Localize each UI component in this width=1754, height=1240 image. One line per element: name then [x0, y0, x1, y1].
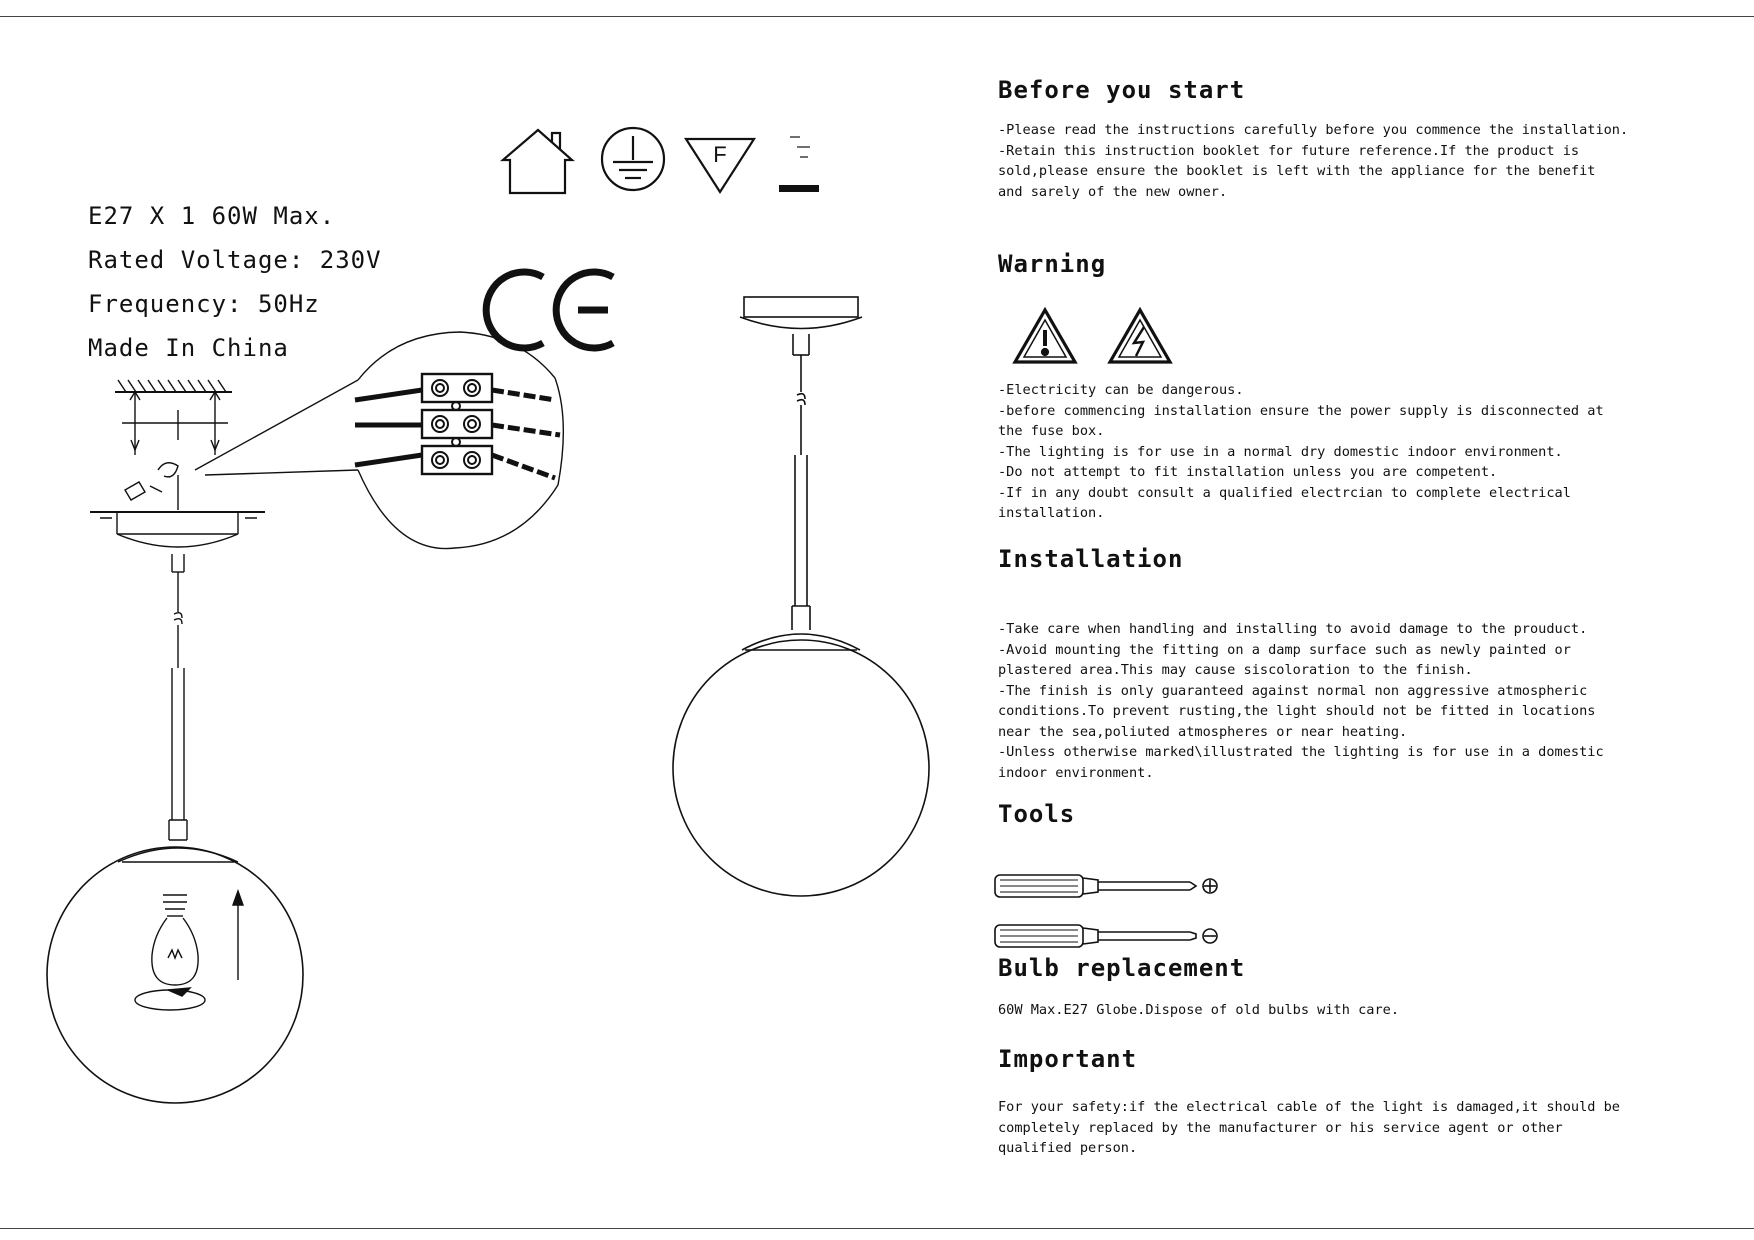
f-mark-label: F	[713, 142, 727, 167]
section-title: Warning	[998, 250, 1107, 278]
section-body: -Electricity can be dangerous. -before commencing installation ensure the power supply is disconnected at the fuse box. -The lighting is for use in a normal dry domestic indoor environment. -Do not attempt to fit installation unless you are competent. -If in any doubt consult a qualified electrcian to complete electrical installation.	[998, 382, 1604, 521]
section-installation	[998, 545, 1678, 783]
section-warning	[998, 250, 1678, 524]
earth-ground-icon	[602, 128, 664, 190]
section-tools	[998, 800, 1678, 828]
spec-bulb: E27 X 1 60W Max.	[88, 202, 336, 230]
middle-globe-shade	[673, 640, 929, 896]
section-title: Bulb replacement	[998, 954, 1246, 982]
rotation-arrow-icon	[135, 988, 205, 1010]
up-arrow-icon	[233, 891, 243, 980]
section-title: Important	[998, 1045, 1138, 1073]
section-important	[998, 1045, 1678, 1159]
left-globe-shade	[47, 847, 303, 1103]
section-body: -Take care when handling and installing to avoid damage to the prouduct. -Avoid mounting the fitting on a damp surface such as newly painted or plastered area.This may cause siscoloration to the finish. -The finish is only guaranteed against normal non aggressive atmospheric conditions.To prevent rusting,the light should not be fitted in locations near the sea,poliuted atmospheres or near heating. -Unless otherwise marked\illustrated the lighting is for use in a domestic indoor environment.	[998, 621, 1604, 781]
bulb-icon	[152, 895, 198, 985]
section-body: For your safety:if the electrical cable of the light is damaged,it should be completely replaced by the manufacturer or his service agent or other qualified person.	[998, 1099, 1620, 1156]
phillips-screwdriver-icon	[995, 875, 1217, 897]
flathead-screwdriver-icon	[995, 925, 1217, 947]
section-body: 60W Max.E27 Globe.Dispose of old bulbs with care.	[998, 1002, 1400, 1018]
ceiling-mount-detail	[90, 380, 265, 862]
spec-voltage: Rated Voltage: 230V	[88, 246, 382, 274]
spec-frequency: Frequency: 50Hz	[88, 290, 320, 318]
section-title: Installation	[998, 545, 1184, 573]
assembled-pendant-drawing	[740, 297, 862, 650]
section-title: Before you start	[998, 76, 1246, 104]
ce-mark-icon	[486, 272, 613, 348]
section-title: Tools	[998, 800, 1076, 828]
section-bulb-replacement	[998, 954, 1678, 1021]
section-before-start	[998, 76, 1678, 202]
section-body: -Please read the instructions carefully before you commence the installation. -Retain this instruction booklet for future reference.If the product is sold,please ensure the booklet is left with the appliance for the benefit and sarely of the new owner.	[998, 122, 1629, 200]
indoor-use-house-icon	[503, 130, 572, 193]
spec-origin: Made In China	[88, 334, 289, 362]
class-symbol-icon	[779, 137, 819, 192]
